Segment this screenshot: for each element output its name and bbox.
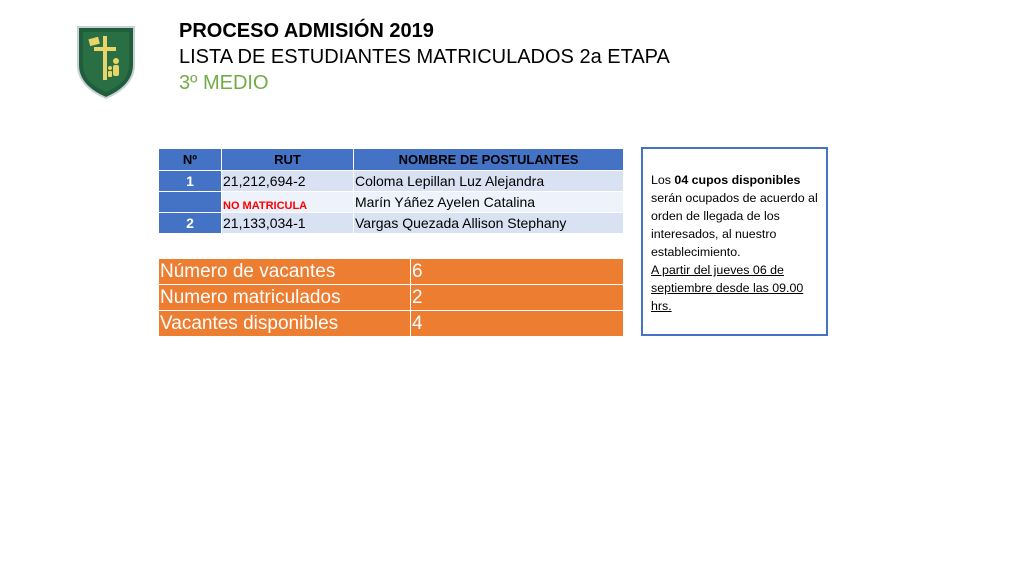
header [179, 18, 670, 96]
summary-value: 4 [411, 311, 624, 337]
row-number: 2 [159, 213, 222, 234]
summary-row-available [159, 311, 624, 337]
grade-level: 3º MEDIO [179, 72, 269, 94]
summary-label: Vacantes disponibles [159, 311, 411, 337]
info-highlight: 04 cupos disponibles [674, 173, 801, 187]
school-crest-logo [76, 25, 136, 99]
row-name: Vargas Quezada Allison Stephany [354, 213, 624, 234]
column-header-name: NOMBRE DE POSTULANTES [354, 149, 624, 171]
no-matricula-label: NO MATRICULA [222, 192, 354, 213]
students-table [158, 148, 624, 234]
column-header-number: Nº [159, 149, 222, 171]
table-row [159, 192, 624, 213]
row-rut: 21,133,034-1 [222, 213, 354, 234]
row-number [159, 192, 222, 213]
summary-row-enrolled [159, 285, 624, 311]
page-subtitle: LISTA DE ESTUDIANTES MATRICULADOS 2a ETAPA [179, 46, 670, 68]
vacancy-summary-table [158, 258, 624, 337]
summary-label: Número de vacantes [159, 259, 411, 285]
row-rut: 21,212,694-2 [222, 171, 354, 192]
column-header-rut: RUT [222, 149, 354, 171]
info-prefix: Los [651, 173, 675, 187]
summary-row-vacancies [159, 259, 624, 285]
table-row [159, 171, 624, 192]
table-header-row [159, 149, 624, 171]
table-row [159, 213, 624, 234]
info-body: serán ocupados de acuerdo al orden de llegada de los interesados, al nuestro establecimiento. [651, 191, 818, 259]
page-title: PROCESO ADMISIÓN 2019 [179, 20, 434, 42]
info-schedule: A partir del jueves 06 de septiembre desde las 09.00 hrs. [651, 263, 804, 313]
summary-label: Numero matriculados [159, 285, 411, 311]
row-name: Coloma Lepillan Luz Alejandra [354, 171, 624, 192]
row-name: Marín Yáñez Ayelen Catalina [354, 192, 624, 213]
info-notice-box [641, 147, 828, 336]
row-number: 1 [159, 171, 222, 192]
summary-value: 6 [411, 259, 624, 285]
summary-value: 2 [411, 285, 624, 311]
